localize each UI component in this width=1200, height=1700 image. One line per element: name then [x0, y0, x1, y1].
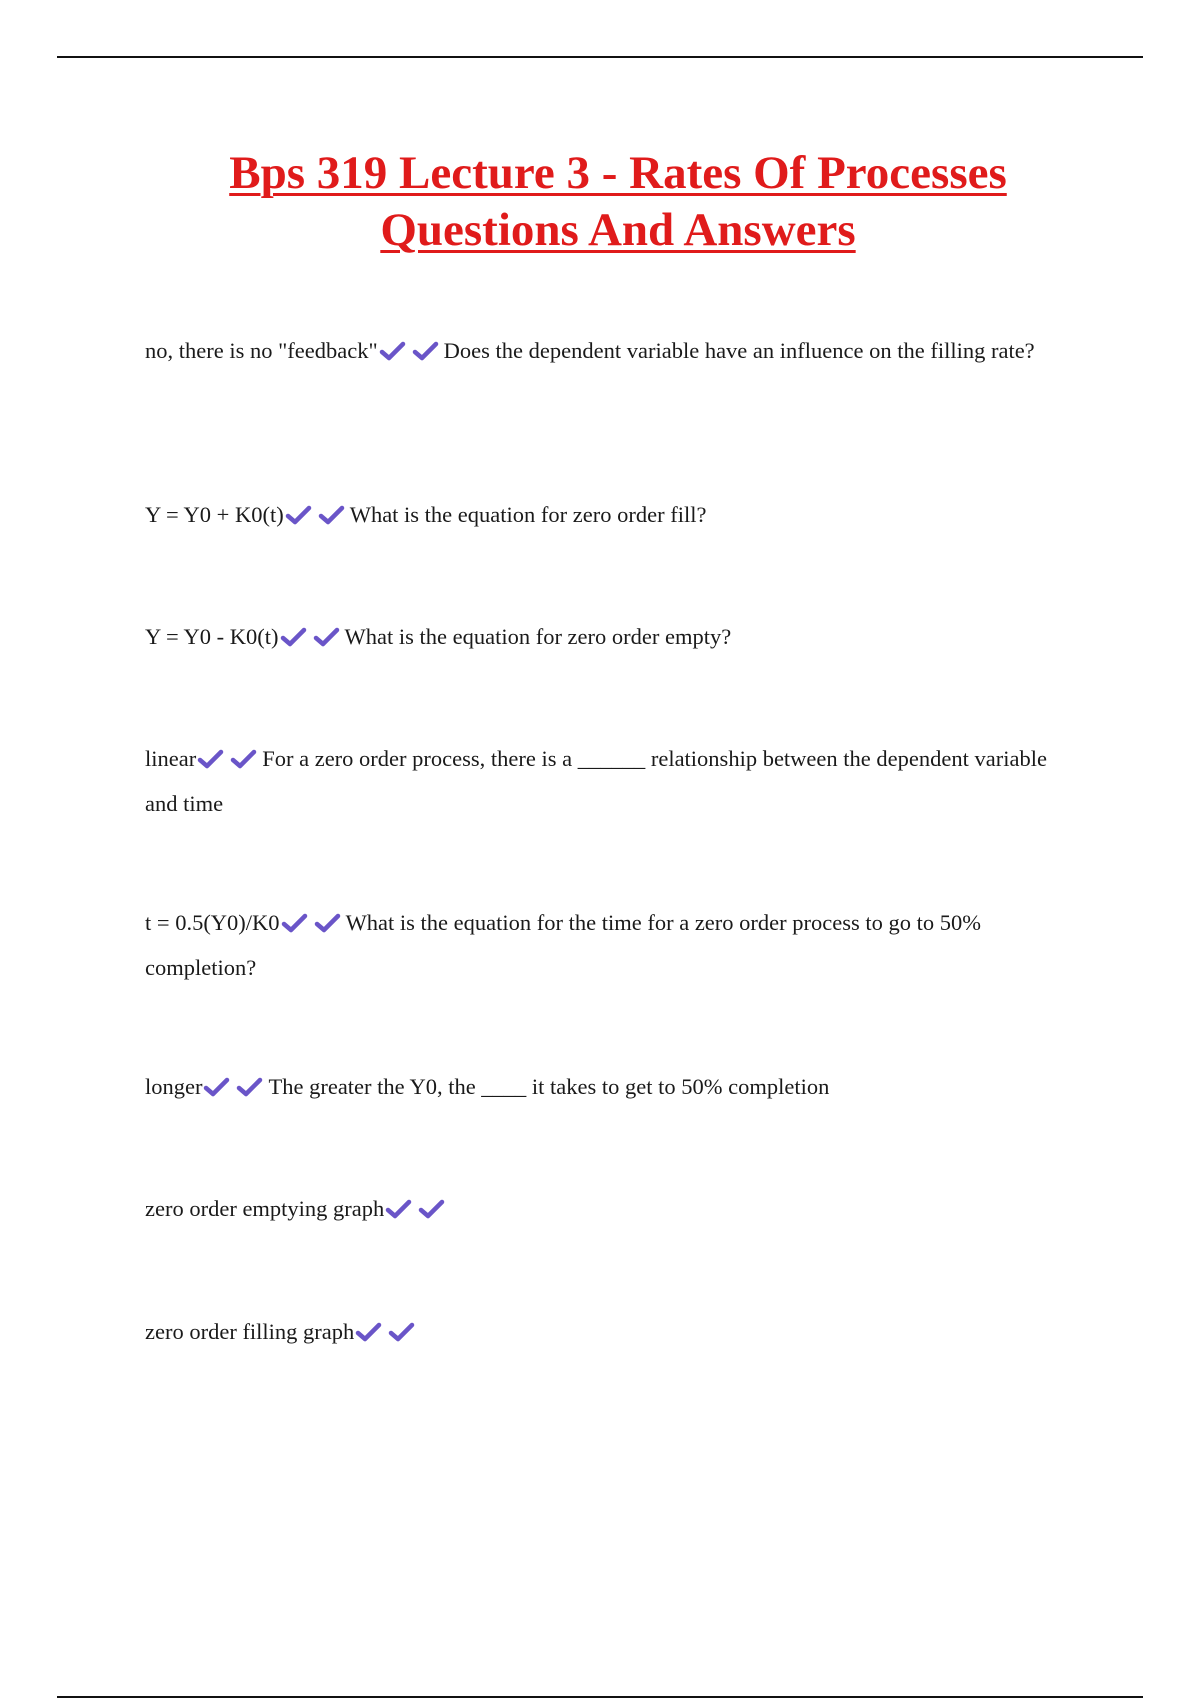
top-rule — [57, 56, 1143, 58]
checkmark-icon — [378, 340, 406, 362]
checkmark-icon — [235, 1076, 263, 1098]
checkmark-icon — [229, 748, 257, 770]
question-text: Does the dependent variable have an influence on the filling rate? — [443, 338, 1035, 363]
question-text: What is the equation for zero order fill? — [349, 502, 707, 527]
checkmark-icon — [279, 626, 307, 648]
checkmark-icon — [384, 1198, 412, 1220]
qa-item-6 — [145, 1064, 1065, 1109]
qa-item-2 — [145, 492, 1065, 537]
document-title — [0, 145, 1200, 259]
question-text: The greater the Y0, the ____ it takes to get to 50% completion — [268, 1074, 830, 1099]
answer-text: longer — [145, 1074, 203, 1099]
answer-text: Y = Y0 + K0(t) — [145, 502, 284, 527]
answer-text: zero order emptying graph — [145, 1196, 385, 1221]
checkmark-icon — [411, 340, 439, 362]
checkmark-icon — [387, 1321, 415, 1343]
title-line-1: Bps 319 Lecture 3 - Rates Of Processes — [229, 147, 1007, 199]
question-text: What is the equation for the time for a zero order process to go to 50% completion? — [145, 910, 981, 980]
checkmark-icon — [417, 1198, 445, 1220]
checkmark-icon — [312, 626, 340, 648]
title-line-2: Questions And Answers — [380, 204, 856, 256]
qa-item-1 — [145, 328, 1065, 373]
checkmark-icon — [202, 1076, 230, 1098]
checkmark-icon — [313, 912, 341, 934]
bottom-rule — [57, 1696, 1143, 1698]
qa-item-5 — [145, 900, 1065, 990]
answer-text: zero order filling graph — [145, 1319, 355, 1344]
qa-item-8 — [145, 1309, 1065, 1354]
question-text: For a zero order process, there is a ______ relationship between the dependent variable and time — [145, 746, 1047, 816]
answer-text: t = 0.5(Y0)/K0 — [145, 910, 280, 935]
checkmark-icon — [284, 504, 312, 526]
question-text: What is the equation for zero order empty? — [344, 624, 732, 649]
checkmark-icon — [317, 504, 345, 526]
checkmark-icon — [196, 748, 224, 770]
answer-text: Y = Y0 - K0(t) — [145, 624, 279, 649]
qa-item-4 — [145, 736, 1065, 826]
checkmark-icon — [354, 1321, 382, 1343]
qa-item-3 — [145, 614, 1065, 659]
qa-item-7 — [145, 1186, 1065, 1231]
answer-text: linear — [145, 746, 197, 771]
answer-text: no, there is no "feedback" — [145, 338, 378, 363]
checkmark-icon — [280, 912, 308, 934]
